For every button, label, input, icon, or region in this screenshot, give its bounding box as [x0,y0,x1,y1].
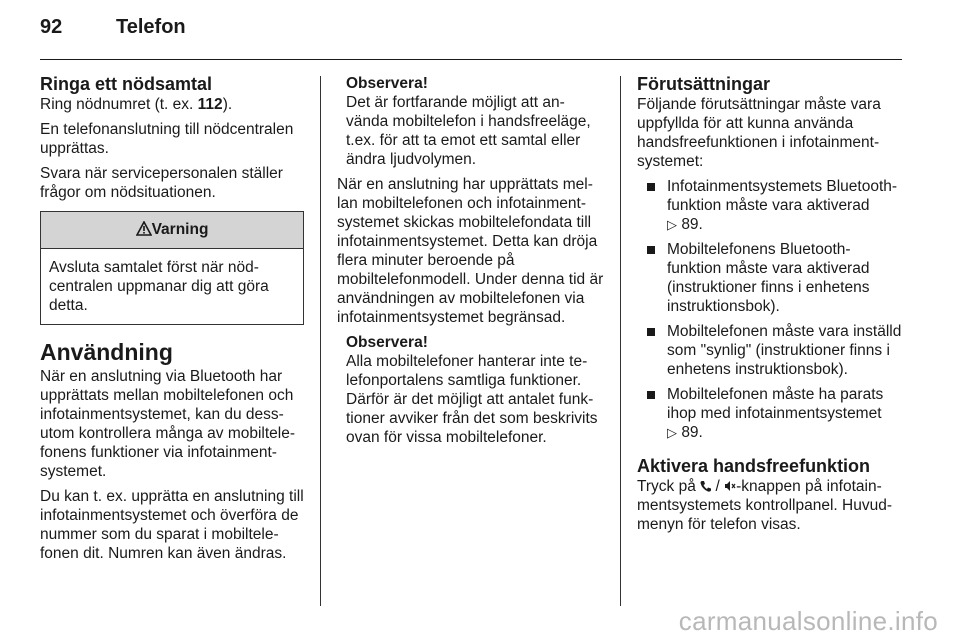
header-rule [40,59,902,60]
phone-icon [700,480,711,492]
page-reference[interactable]: 89. [681,424,703,441]
page-number: 92 [40,16,63,38]
warning-title: Varning [151,221,209,238]
watermark: carmanualsonline.info [678,606,938,636]
list-item: Infotainmentsystemets Bluetooth-funktion måste vara aktiverad ▷ 89. [637,177,903,234]
paragraph: Ring nödnumret (t. ex. 112). [40,96,233,113]
bullet-icon [647,391,655,399]
bullet-icon [647,183,655,191]
list-item: Mobiltelefonen måste vara inställd som "synlig" (instruktioner finns i enhetens instruktionsbok). [637,322,903,379]
emergency-number: 112 [197,96,223,113]
bullet-icon [647,246,655,254]
column-middle [337,74,605,453]
paragraph: Du kan t. ex. upprätta en anslutning till infotainmentsystemet och överföra de nummer som du sparat i mobiltele-fonen dit. Numren kan även ändras. [40,488,304,562]
list-item: Mobiltelefonen måste ha parats ihop med infotainmentsystemet ▷ 89. [637,385,903,442]
section-title-usage: Användning [40,339,173,365]
list-item: Mobiltelefonens Bluetooth-funktion måste vara aktiverad (instruktioner finns i enhetens instruktionsbok). [637,240,903,316]
note-box [337,74,605,169]
warning-box [40,211,304,325]
paragraph: Följande förutsättningar måste vara uppfyllda för att kunna använda handsfreefunktionen i infotainment-systemet: [637,96,881,170]
note-title: Observera! [346,334,428,351]
page-title: Telefon [116,16,186,38]
section-title-requirements: Förutsättningar [637,74,770,94]
column-separator [320,76,321,606]
paragraph: När en anslutning via Bluetooth har upprättats mellan mobiltelefonen och infotainmentsystemet, kan du dess-utom kontrollera många av mobiltele-fonens funktioner via infotainment-systemet. [40,368,296,480]
note-text: Det är fortfarande möjligt att an-vända mobiltelefon i handsfreeläge, t.ex. för att ta emot ett samtal eller ändra ljudvolymen. [346,94,591,168]
warning-triangle-icon [136,221,152,236]
bullet-icon [647,328,655,336]
note-title: Observera! [346,75,428,92]
page-reference[interactable]: 89. [681,216,703,233]
page-reference-arrow-icon: ▷ [667,425,677,440]
warning-text: Avsluta samtalet först när nöd-centralen uppmanar dig att göra detta. [49,259,269,314]
requirements-list [637,177,903,442]
section-title-emergency-call: Ringa ett nödsamtal [40,74,213,94]
warning-header [41,212,303,249]
paragraph: När en anslutning har upprättats mel-lan mobiltelefonen och infotainment-systemet skickas mobiltelefondata till infotainmentsystemet. Detta kan dröja flera minuter beroende på mobiltelefonmodell. Under denna tid är användningen av mobiltelefonen via infotainmentsystemet begränsad. [337,176,604,326]
section-title-activate-handsfree: Aktivera handsfreefunktion [637,456,871,476]
paragraph: Svara när servicepersonalen ställer frågor om nödsituationen. [40,165,283,201]
mute-icon [724,480,736,492]
column-separator [620,76,621,606]
paragraph: En telefonanslutning till nödcentralen upprättas. [40,121,294,157]
page-header [40,16,186,39]
note-box [337,333,605,447]
column-right [637,74,903,540]
note-text: Alla mobiltelefoner hanterar inte te-lefonportalens samtliga funktioner. Därför är det möjligt att antalet funk-tioner avviker från det som beskrivits ovan för vissa mobiltelefoner. [346,353,598,446]
paragraph: Tryck på / -knappen på infotain-mentsystemets kontrollpanel. Huvud-menyn för telefon visas. [637,478,893,533]
column-left [40,74,304,569]
page-reference-arrow-icon: ▷ [667,217,677,232]
